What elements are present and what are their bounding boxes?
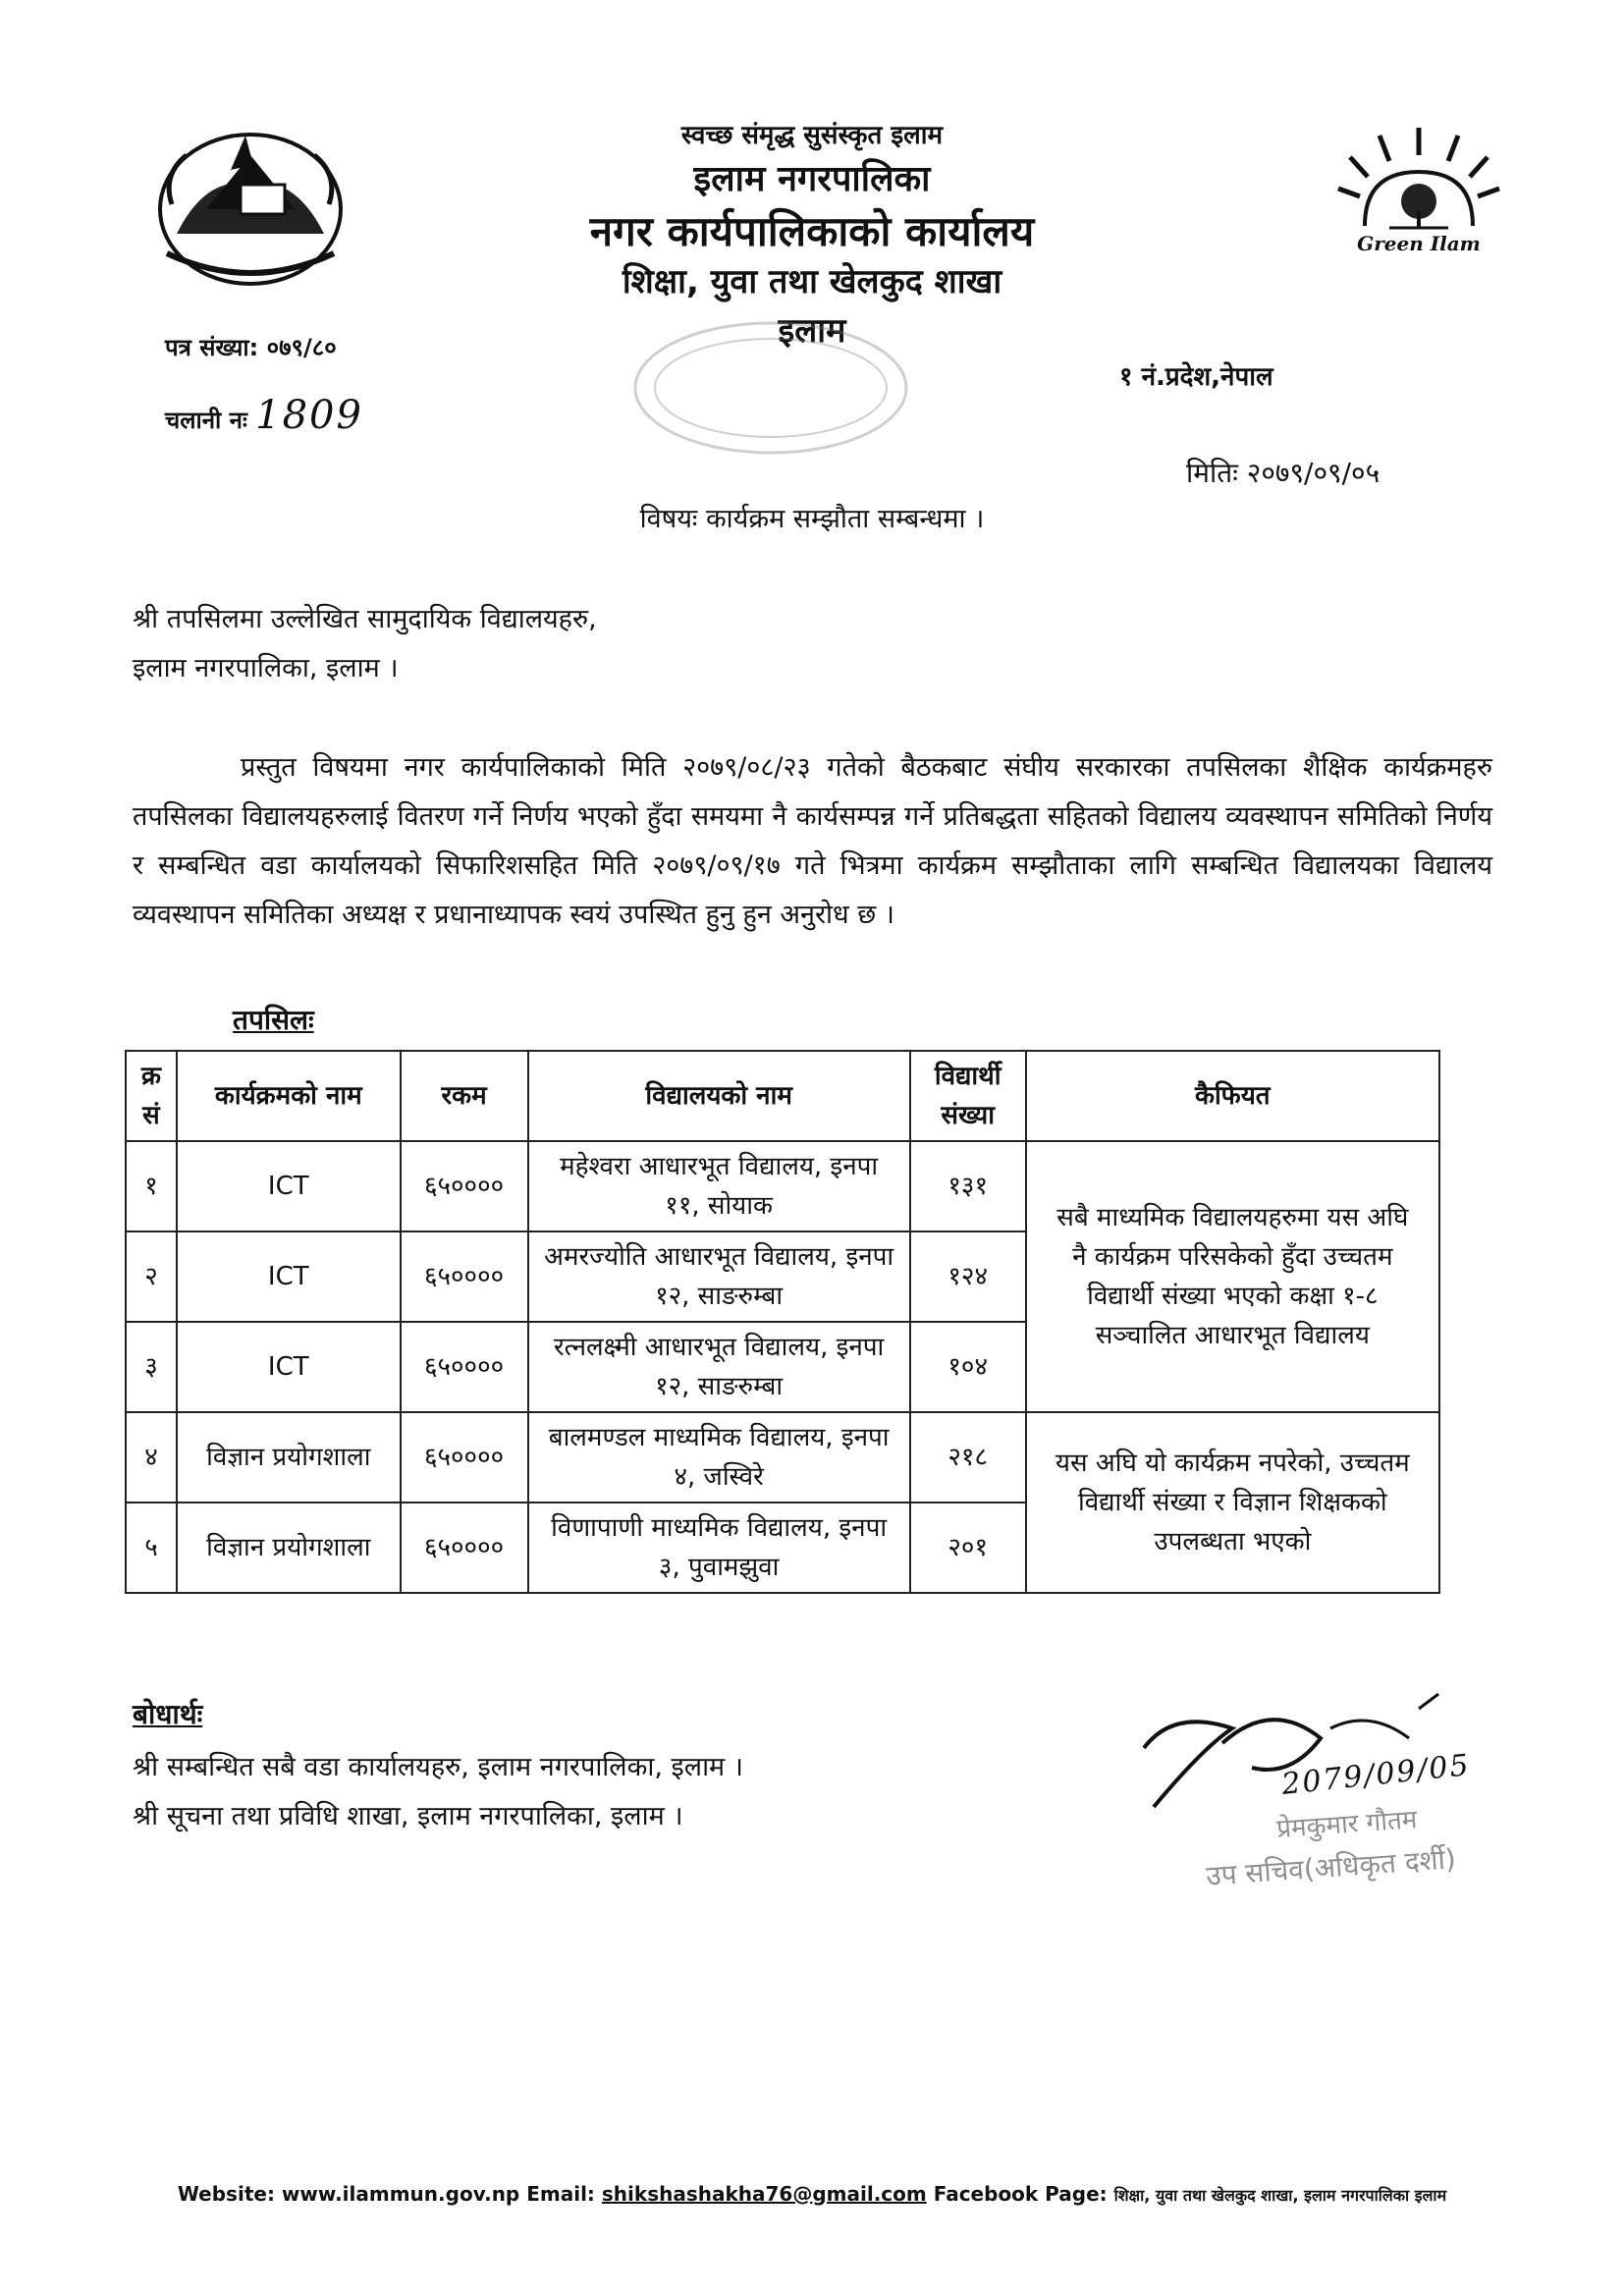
schedule-title: तपसिलः (233, 1004, 314, 1036)
chalani-value: 1809 (255, 393, 363, 438)
signer-designation-stamp: उप सचिव(अधिकृत दर्शी) (1205, 1842, 1457, 1892)
col-amount: रकम (401, 1051, 528, 1141)
signer-name-stamp: प्रेमकुमार गौतम (1275, 1805, 1419, 1844)
letter-subject: विषयः कार्यक्रम सम्झौता सम्बन्धमा । (639, 504, 985, 534)
cell-amount: ६५०००० (401, 1231, 528, 1322)
col-sn-top: क्र (140, 1062, 161, 1091)
cell-program: ICT (177, 1322, 401, 1412)
bodhartha-list (133, 1743, 743, 1841)
cell-sn: २ (126, 1231, 177, 1322)
cell-school (528, 1231, 910, 1322)
col-sn (126, 1051, 177, 1141)
school-name: बालमण्डल माध्यमिक विद्यालय, इनपा (548, 1423, 890, 1452)
province-label: १ नं.प्रदेश,नेपाल (1119, 362, 1273, 392)
cell-school (528, 1503, 910, 1593)
body-paragraph: प्रस्तुत विषयमा नगर कार्यपालिकाको मिति २०७९/०८/२३ गतेको बैठकबाट संघीय सरकारका तपसिलका शैक्षिक कार्यक्रमहरु तपसिलका विद्यालयहरुलाई वितरण गर्ने निर्णय भएको हुँदा समयमा नै कार्यसम्पन्न गर्ने प्रतिबद्धता सहितको विद्यालय व्यवस्थापन समितिको निर्णय र सम्बन्धित वडा कार्यालयको सिफारिशसहित मिति २०७९/०९/१७ गते भित्रमा कार्यक्रम सम्झौताका लागि सम्बन्धित विद्यालयका विद्यालय व्यवस्थापन समितिका अध्यक्ष र प्रधानाध्यापक स्वयं उपस्थित हुनु हुन अनुरोध छ । (133, 752, 1492, 930)
bodhartha-title: बोधार्थः (133, 1698, 203, 1730)
patra-value: ०७९/८० (266, 334, 337, 361)
table-row (126, 1141, 1439, 1231)
header-city: इलाम (778, 311, 846, 351)
addressee-line-1: श्री तपसिलमा उल्लेखित सामुदायिक विद्यालयहरु, (133, 604, 597, 634)
cell-amount: ६५०००० (401, 1412, 528, 1503)
footer-website[interactable]: www.ilammun.gov.np (281, 2182, 520, 2206)
col-remarks: कैफियत (1026, 1051, 1439, 1141)
cell-sn: १ (126, 1141, 177, 1231)
cell-students: २०१ (910, 1503, 1026, 1593)
cell-sn: ४ (126, 1412, 177, 1503)
school-address: ११, सोयाक (665, 1191, 773, 1221)
footer-email-label: Email: (526, 2182, 595, 2206)
cell-amount: ६५०००० (401, 1322, 528, 1412)
patra-label: पत्र संख्या: (165, 334, 259, 361)
footer-website-label: Website: (177, 2182, 275, 2206)
school-name: रत्नलक्ष्मी आधारभूत विद्यालय, इनपा (553, 1333, 885, 1362)
cell-remarks-science: यस अघि यो कार्यक्रम नपरेको, उच्चतम विद्यार्थी संख्या र विज्ञान शिक्षकको उपलब्धता भएको (1026, 1412, 1439, 1593)
cell-program: ICT (177, 1141, 401, 1231)
cell-students: १३१ (910, 1141, 1026, 1231)
header-motto: स्वच्छ संमृद्ध सुसंस्कृत इलाम (680, 121, 944, 150)
cell-students: १०४ (910, 1322, 1026, 1412)
addressee (133, 595, 597, 693)
col-sn-bottom: सं (142, 1101, 160, 1130)
table-row (126, 1412, 1439, 1503)
cell-school (528, 1412, 910, 1503)
date-label: मितिः (1186, 457, 1238, 489)
bodhartha-line-2: श्री सूचना तथा प्रविधि शाखा, इलाम नगरपालिका, इलाम । (133, 1801, 683, 1831)
header-office: नगर कार्यपालिकाको कार्यालय (589, 207, 1035, 255)
chalani-label: चलानी नः (165, 407, 247, 434)
col-school: विद्यालयको नाम (528, 1051, 910, 1141)
footer-email[interactable]: shikshashakha76@gmail.com (601, 2182, 927, 2206)
bodhartha-line-1: श्री सम्बन्धित सबै वडा कार्यालयहरु, इलाम नगरपालिका, इलाम । (133, 1752, 744, 1782)
addressee-line-2: इलाम नगरपालिका, इलाम । (133, 653, 399, 683)
col-students (910, 1051, 1026, 1141)
cell-remarks-ict: सबै माध्यमिक विद्यालयहरुमा यस अघि नै कार्यक्रम परिसकेको हुँदा उच्चतम विद्यार्थी संख्या भएको कक्षा १-८ सञ्चालित आधारभूत विद्यालय (1026, 1141, 1439, 1412)
header-branch: शिक्षा, युवा तथा खेलकुद शाखा (622, 262, 1002, 301)
schedule-table (125, 1050, 1440, 1594)
cell-students: २१८ (910, 1412, 1026, 1503)
cell-amount: ६५०००० (401, 1141, 528, 1231)
col-students-top: विद्यार्थी (934, 1062, 1001, 1091)
cell-sn: ५ (126, 1503, 177, 1593)
school-name: अमरज्योति आधारभूत विद्यालय, इनपा (544, 1242, 894, 1272)
school-address: ३, पुवामझुवा (658, 1553, 780, 1582)
cell-students: १२४ (910, 1231, 1026, 1322)
school-address: ४, जस्विरे (674, 1462, 764, 1492)
cell-school (528, 1322, 910, 1412)
cell-program: ICT (177, 1231, 401, 1322)
cell-sn: ३ (126, 1322, 177, 1412)
table-header-row (126, 1051, 1439, 1141)
cell-program: विज्ञान प्रयोगशाला (177, 1412, 401, 1503)
footer-facebook-label: Facebook Page: (933, 2182, 1108, 2206)
header-municipality: इलाम नगरपालिका (693, 159, 931, 199)
col-program: कार्यक्रमको नाम (177, 1051, 401, 1141)
school-name: महेश्वरा आधारभूत विद्यालय, इनपा (560, 1152, 879, 1181)
footer-facebook: शिक्षा, युवा तथा खेलकुद शाखा, इलाम नगरपालिका इलाम (1113, 2186, 1447, 2205)
school-address: १२, साङरुम्बा (655, 1282, 784, 1311)
chalani-number (165, 393, 363, 438)
letter-date (1186, 454, 1380, 491)
cell-amount: ६५०००० (401, 1503, 528, 1593)
school-address: १२, साङरुम्बा (655, 1372, 784, 1401)
patra-sankhya (165, 331, 337, 363)
cell-program: विज्ञान प्रयोगशाला (177, 1503, 401, 1593)
col-students-bottom: संख्या (941, 1101, 995, 1130)
signature-date: 2079/09/05 (1279, 1748, 1473, 1802)
office-stamp (628, 314, 913, 462)
footer-contact (0, 2182, 1624, 2206)
cell-school (528, 1141, 910, 1231)
school-name: विणापाणी माध्यमिक विद्यालय, इनपा (551, 1513, 888, 1543)
date-value: २०७९/०९/०५ (1246, 457, 1380, 489)
green-ilam-text: Green Ilam (1357, 232, 1481, 255)
